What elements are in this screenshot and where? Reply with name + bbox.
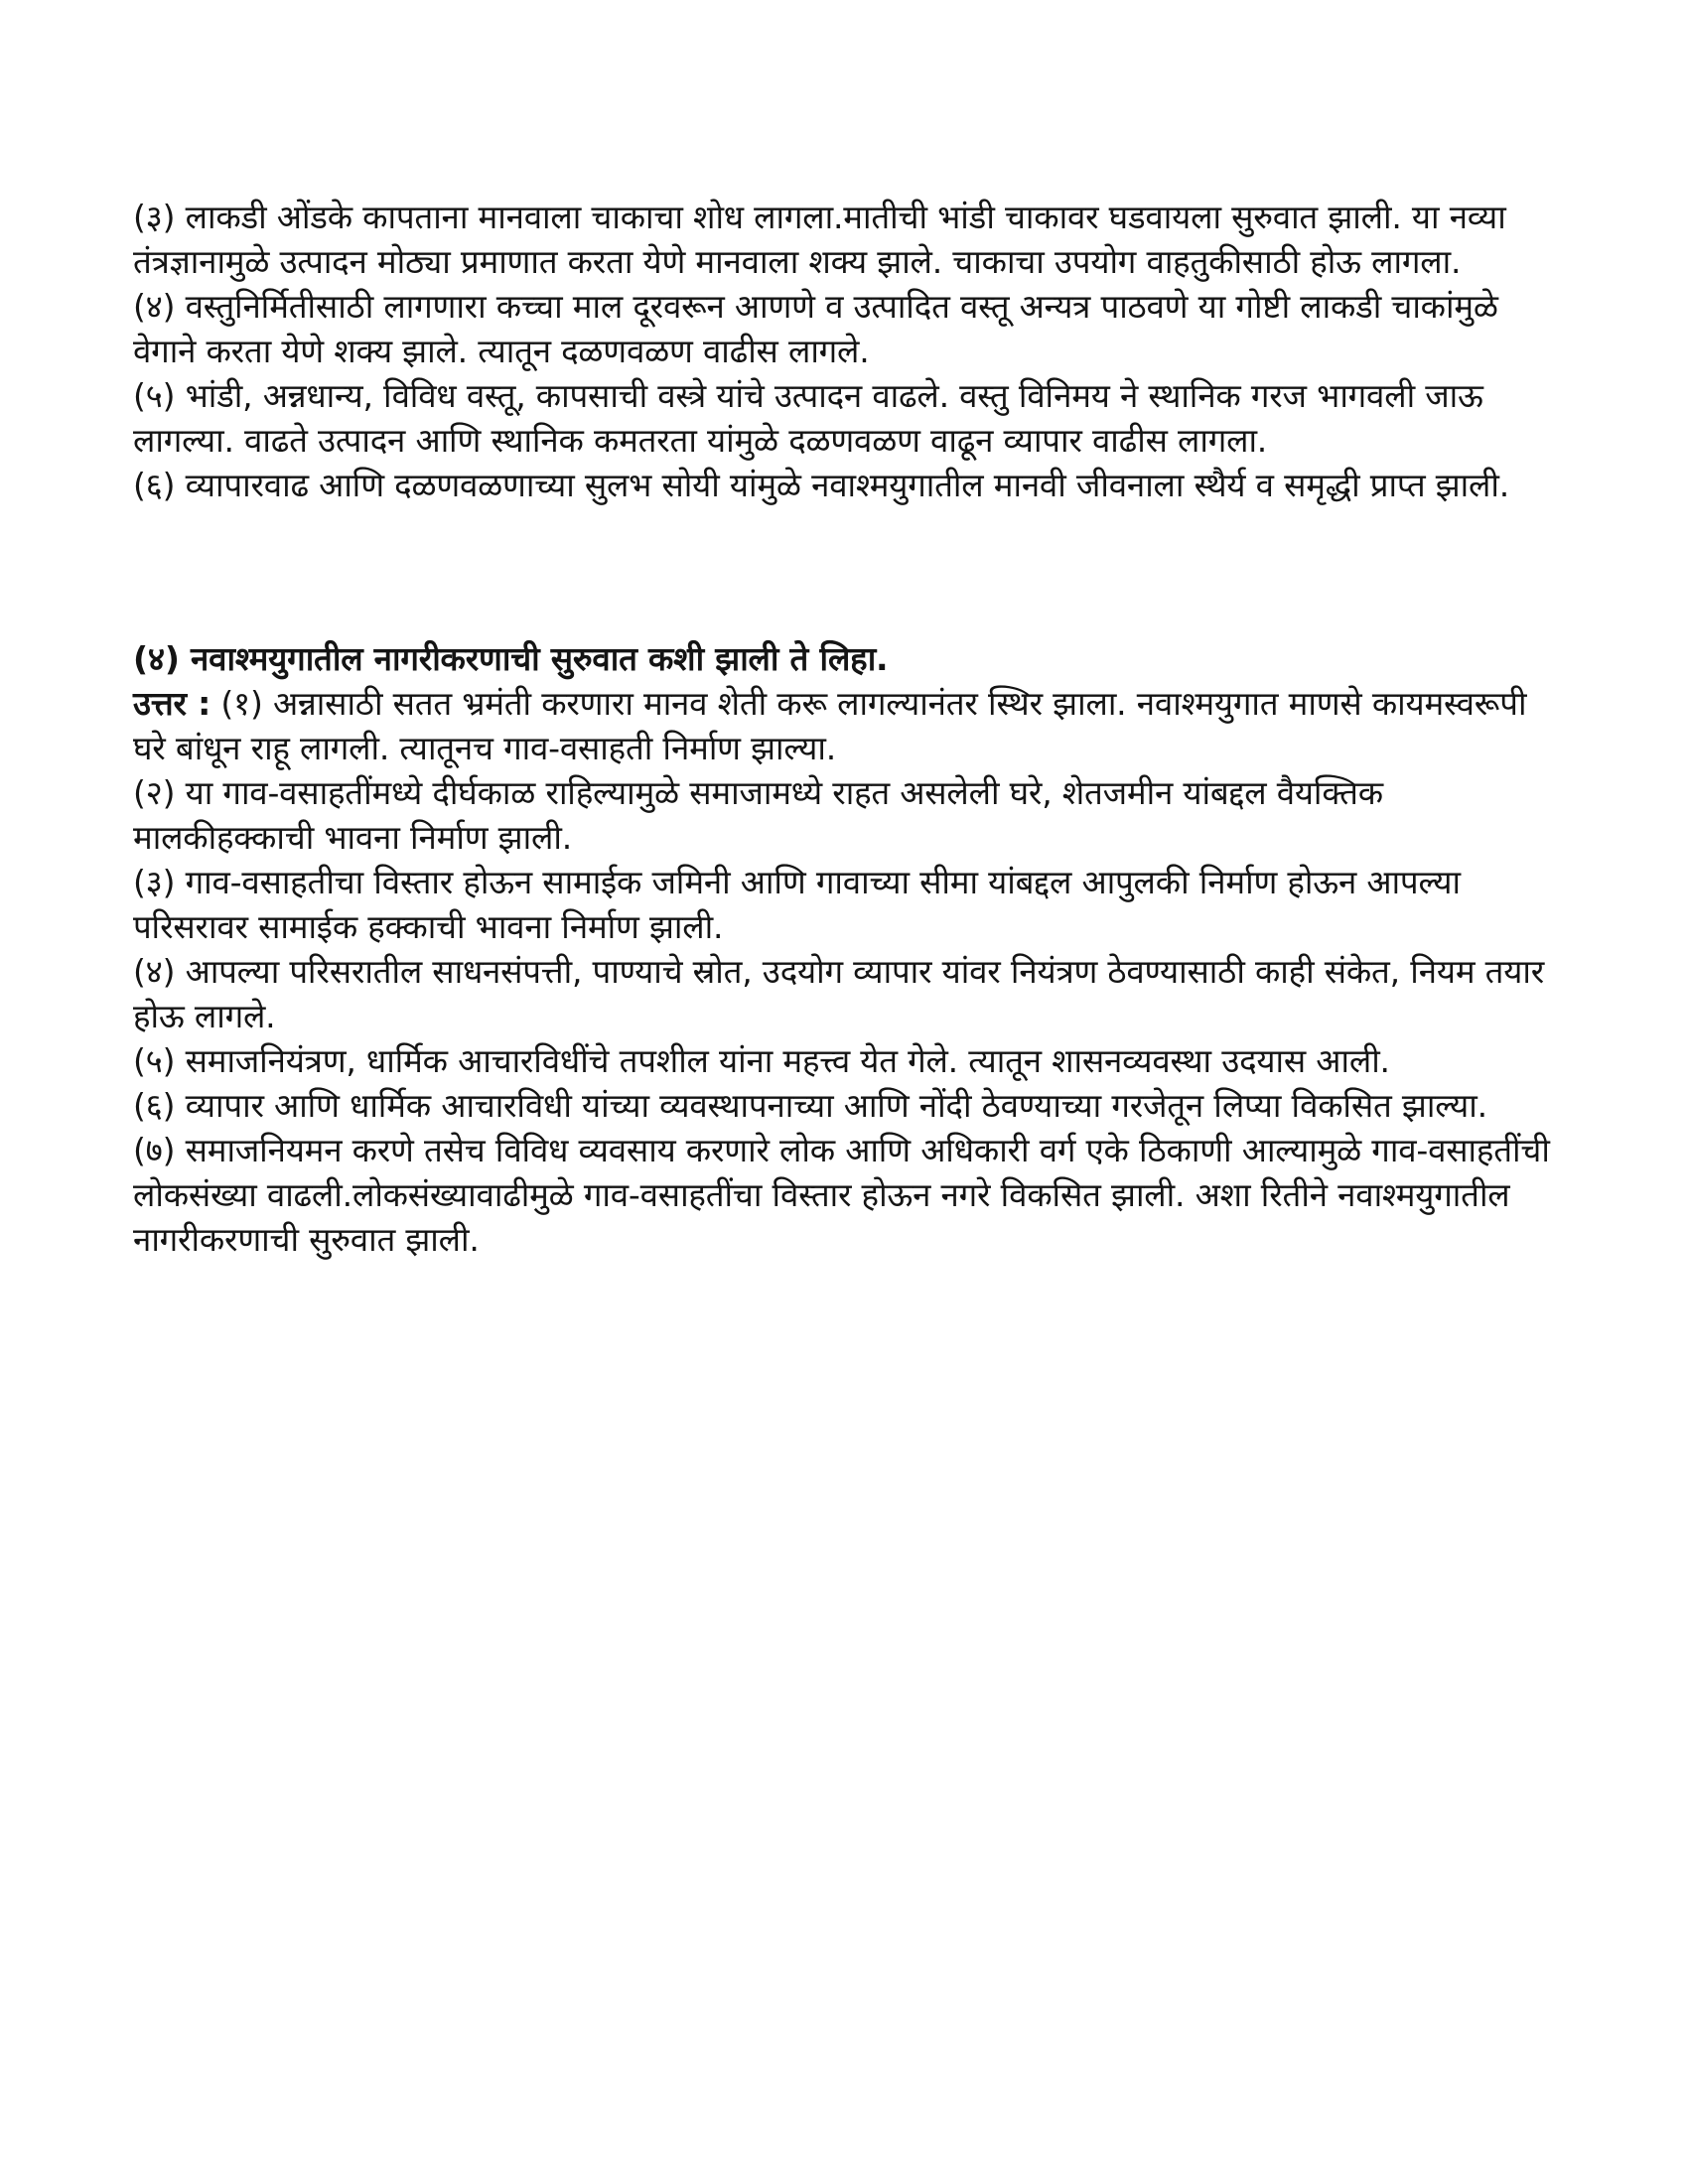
continuation-answer — [133, 195, 1563, 507]
answer-point: (५) समाजनियंत्रण, धार्मिक आचारविधींचे तपशील यांना महत्त्व येत गेले. त्यातून शासनव्यवस्था उदयास आली. — [133, 1041, 1390, 1080]
answer-point-text: (१) अन्नासाठी सतत भ्रमंती करणारा मानव शेती करू लागल्यानंतर स्थिर झाला. नवाश्मयुगात माणसे कायमस्वरूपी घरे बांधून राहू लागली. त्यातूनच गाव-वसाहती निर्माण झाल्या. — [133, 684, 1527, 767]
answer-point: (३) गाव-वसाहतीचा विस्तार होऊन सामाईक जमिनी आणि गावाच्या सीमा यांबद्दल आपुलकी निर्माण होऊन आपल्या परिसरावर सामाईक हक्काची भावना निर्माण झाली. — [133, 863, 1461, 946]
answer-point: (७) समाजनियमन करणे तसेच विविध व्यवसाय करणारे लोक आणि अधिकारी वर्ग एके ठिकाणी आल्यामुळे गाव-वसाहतींची लोकसंख्या वाढली.लोकसंख्यावाढीमुळे गाव-वसाहतींचा विस्तार होऊन नगरे विकसित झाली. अशा रितीने नवाश्मयुगातील नागरीकरणाची सुरुवात झाली. — [133, 1131, 1550, 1259]
answer-point: (३) लाकडी ओंडके कापताना मानवाला चाकाचा शोध लागला.मातीची भांडी चाकावर घडवायला सुरुवात झाली. या नव्या तंत्रज्ञानामुळे उत्पादन मोठ्या प्रमाणात करता येणे मानवाला शक्य झाले. चाकाचा उपयोग वाहतुकीसाठी होऊ लागला. — [133, 198, 1506, 281]
answer-first-point — [133, 681, 1563, 770]
answer-point: (४) वस्तुनिर्मितीसाठी लागणारा कच्चा माल दूरवरून आणणे व उत्पादित वस्तू अन्यत्र पाठवणे या गोष्टी लाकडी चाकांमुळे वेगाने करता येणे शक्य झाले. त्यातून दळणवळण वाढीस लागले. — [133, 287, 1498, 370]
answer-point: (२) या गाव-वसाहतींमध्ये दीर्घकाळ राहिल्यामुळे समाजामध्ये राहत असलेली घरे, शेतजमीन यांबद्दल वैयक्तिक मालकीहक्काची भावना निर्माण झाली. — [133, 773, 1383, 857]
question-heading: (४) नवाश्मयुगातील नागरीकरणाची सुरुवात कशी झाली ते लिहा. — [133, 639, 889, 678]
answer-point: (६) व्यापार आणि धार्मिक आचारविधी यांच्या व्यवस्थापनाच्या आणि नोंदी ठेवण्याच्या गरजेतून लिप्या विकसित झाल्या. — [133, 1086, 1487, 1125]
document-page — [133, 195, 1563, 1262]
answer-point: (६) व्यापारवाढ आणि दळणवळणाच्या सुलभ सोयी यांमुळे नवाश्मयुगातील मानवी जीवनाला स्थैर्य व समृद्धी प्राप्त झाली. — [133, 466, 1510, 504]
answer-point: (४) आपल्या परिसरातील साधनसंपत्ती, पाण्याचे स्रोत, उदयोग व्यापार यांवर नियंत्रण ठेवण्यासाठी काही संकेत, नियम तयार होऊ लागले. — [133, 952, 1545, 1035]
question-section — [133, 636, 1563, 1262]
answer-point: (५) भांडी, अन्नधान्य, विविध वस्तू, कापसाची वस्त्रे यांचे उत्पादन वाढले. वस्तु विनिमय ने स्थानिक गरज भागवली जाऊ लागल्या. वाढते उत्पादन आणि स्थानिक कमतरता यांमुळे दळणवळण वाढून व्यापार वाढीस लागला. — [133, 376, 1483, 460]
answer-label: उत्तर : — [133, 684, 211, 723]
